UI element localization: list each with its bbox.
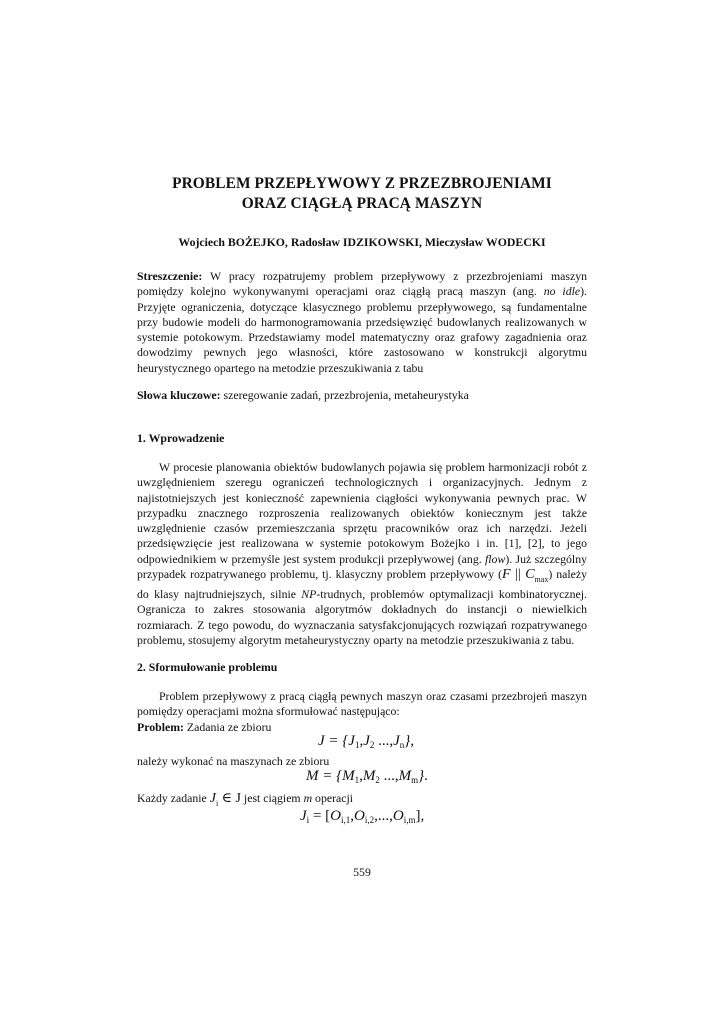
s1-italic-flow: flow [485,551,506,566]
job-in-set-formula: $J_i$ ∈ J [209,791,241,808]
s1-text-c: ) należy do klasy najtrudniejszych, silnie [137,567,587,602]
keywords [137,388,587,403]
problem-text: Zadania ze zbioru [183,719,272,734]
equation-machines: $M = \{M_1,M_2$ $...,M_m$}. [306,768,428,785]
title-line-1: PROBLEM PRZEPŁYWOWY Z PRZEZBROJENIAMI [172,175,552,192]
keywords-label: Słowa kluczowe: [137,388,221,402]
paper-title [137,174,587,214]
abstract-text-1: W pracy rozpatrujemy problem przepływowy z przezbrojeniami maszyn pomiędzy kolejno wykonywanymi operacjami oraz ciągłą pracą maszyn (ang. [137,269,587,299]
each-job-m: m [303,791,313,805]
fc-max-formula: F || $C_{max}$ [502,567,549,584]
problem-label: Problem: [137,719,184,734]
s1-text-d: -trudnych, problemów optymalizacji kombinatorycznej. Ogranicza to zakres stosowania algorytmów dokładnych do instancji o niewielkich rozmiarach. Z tego powodu, do wyznaczania satysfakcjonujących rozwiązań rozpatrywanego problemu, stosujemy algorytm metaheurystyczny oparty na metodzie przeszukiwania z tabu. [137,587,587,648]
equation-operations: $J_i = [O_{i,1},O_{i,2},...,O_{i,m}]$, [300,808,425,825]
section-heading-1: 1. Wprowadzenie [137,431,225,445]
s1-italic-np: NP [301,587,317,602]
abstract [137,269,587,376]
s2-intro: Problem przepływowy z pracą ciągłą pewnych maszyn oraz czasami przezbrojeń maszyn pomiędzy operacjami można sformułować następująco: [137,689,587,719]
section-2-paragraph [137,689,587,735]
s1-text-b: ). Już szczególny przypadek rozpatrywanego problemu, tj. klasyczny problem przepływowy ( [137,551,587,582]
each-job-text-a: Każdy zadanie [137,791,210,805]
machines-line: należy wykonać na maszynach ze zbioru [137,754,330,768]
keywords-text: szeregowanie zadań, przezbrojenia, metaheurystyka [220,388,469,402]
abstract-italic: no idle [543,284,581,299]
equation-jobs: $J = \{J_1,J_2$ $...,J_n$}, [318,733,415,750]
abstract-text-2: ). Przyjęte ograniczenia, dotyczące klasycznego problemu przepływowego, są fundamentalne przy budowie modeli do harmonogramowania przedsięwzięć budowlanych realizowanych w systemie potokowym. Przedstawiamy model matematyczny oraz grafowy zagadnienia oraz dowodzimy pewnych jego własności, które zastosowano w konstrukcji algorytmu heurystycznego opartego na metodzie przeszukiwania z tabu [137,284,587,375]
each-job-text-b: jest ciągiem [240,791,304,805]
each-job-text-c: operacji [312,791,354,805]
section-1-paragraph [137,460,587,648]
section-heading-2: 2. Sformułowanie problemu [137,660,278,674]
abstract-label: Streszczenie: [137,269,203,283]
title-line-2: ORAZ CIĄGŁĄ PRACĄ MASZYN [241,195,483,212]
s1-text-a: W procesie planowania obiektów budowlanych pojawia się problem harmonizacji robót z uwzględnieniem szeregu ograniczeń technologicznych i organizacyjnych. Jednym z najistotniejszych jest konieczność zapewnienia ciągłości wykonywania pewnych prac. W przypadku znacznego rozproszenia realizowanych obiektów koniecznym jest także uwzględnienie czasów przemieszczania sprzętu pracowników oraz ich narzędzi. Jeżeli przedsięwzięcie jest realizowana w systemie potokowym Bożejko i in. [1], [2], to jego odpowiednikiem w przemyśle jest system produkcji przepływowej (ang. [137,460,587,566]
page-number: 559 [353,865,371,879]
authors: Wojciech BOŻEJKO, Radosław IDZIKOWSKI, Mieczysław WODECKI [178,235,546,249]
